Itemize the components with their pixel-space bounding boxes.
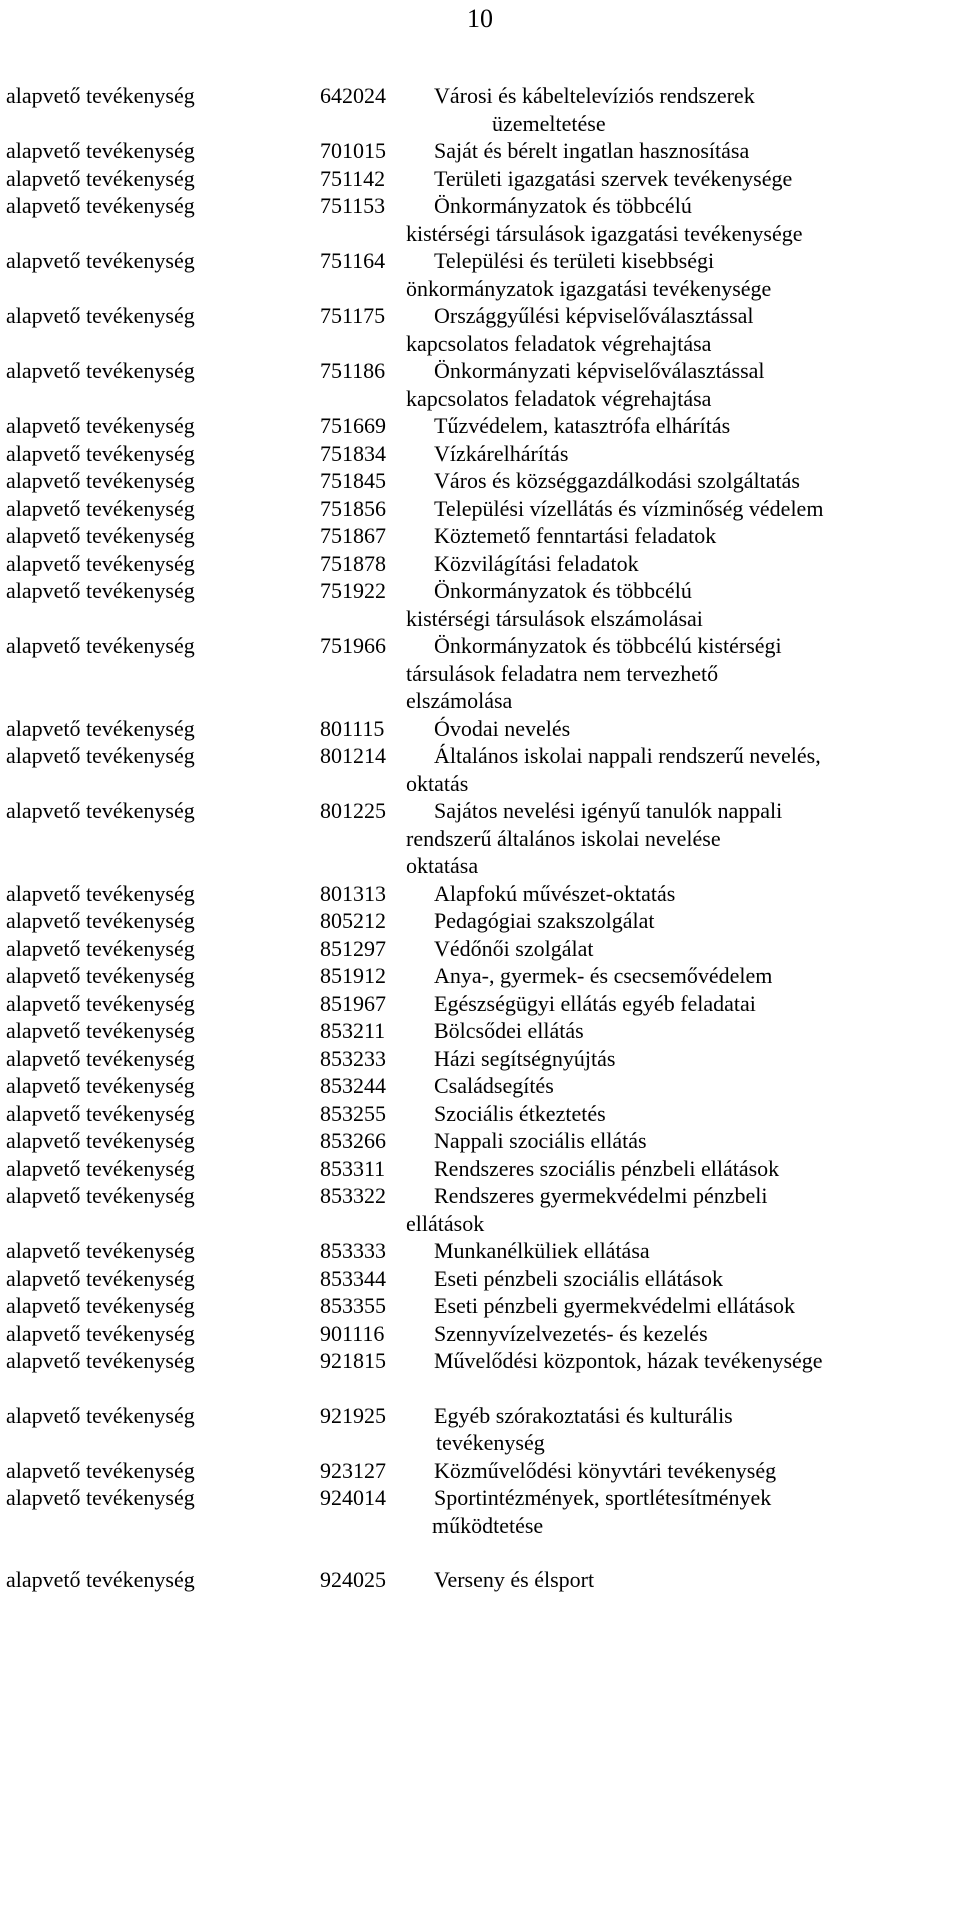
list-item: [6, 522, 956, 550]
activity-code: 921815: [320, 1348, 386, 1373]
activity-code: 751966: [320, 633, 386, 658]
activity-type: alapvető tevékenység: [6, 1485, 195, 1510]
activity-code: 751669: [320, 413, 386, 438]
list-item: [6, 962, 956, 990]
description-line: Közművelődési könyvtári tevékenység: [434, 1457, 777, 1483]
activity-description: [434, 1265, 956, 1293]
description-line: Verseny és élsport: [434, 1567, 595, 1592]
description-line: Települési és területi kisebbségi: [434, 248, 715, 273]
description-line: Országgyűlési képviselőválasztással: [434, 303, 754, 328]
activity-code: 805212: [320, 908, 386, 933]
list-item: [6, 1072, 956, 1100]
description-line: önkormányzatok igazgatási tevékenysége: [406, 275, 772, 301]
list-item: [6, 247, 956, 302]
activity-type: alapvető tevékenység: [6, 1100, 195, 1126]
list-item: [6, 715, 956, 743]
description-line: Védőnői szolgálat: [434, 935, 594, 961]
description-line: Városi és kábeltelevíziós rendszerek: [434, 83, 755, 108]
description-line: Tűzvédelem, katasztrófa elhárítás: [434, 413, 731, 438]
activity-code: 642024: [320, 83, 386, 108]
activity-type: alapvető tevékenység: [6, 1045, 195, 1071]
list-item: [6, 357, 956, 412]
list-item: [6, 165, 956, 193]
activity-type: alapvető tevékenység: [6, 495, 195, 521]
activity-type: alapvető tevékenység: [6, 1567, 195, 1592]
description-line: Eseti pénzbeli szociális ellátások: [434, 1265, 723, 1291]
activity-description: [434, 440, 956, 468]
list-item: [6, 82, 956, 137]
activity-description: [434, 1045, 956, 1073]
description-line: Saját és bérelt ingatlan hasznosítása: [434, 138, 750, 163]
activity-code: 853255: [320, 1100, 386, 1126]
description-line: Közvilágítási feladatok: [434, 550, 639, 576]
activity-type: alapvető tevékenység: [6, 908, 195, 933]
activity-code: 851912: [320, 963, 386, 988]
activity-description: [434, 880, 956, 908]
activity-type: alapvető tevékenység: [6, 963, 195, 988]
activity-type: alapvető tevékenység: [6, 1155, 195, 1181]
activity-code: 853211: [320, 1018, 386, 1043]
list-item: [6, 1017, 956, 1045]
activity-code: 751834: [320, 440, 386, 466]
activity-code: 924014: [320, 1485, 386, 1510]
list-item: [6, 137, 956, 165]
list-item: [6, 742, 956, 797]
activity-type: alapvető tevékenység: [6, 880, 195, 906]
activity-description: [434, 137, 956, 165]
list-item: [6, 935, 956, 963]
description-line: Vízkárelhárítás: [434, 440, 569, 466]
activity-description: [434, 495, 956, 523]
list-item: [6, 1292, 956, 1320]
list-item: [6, 1265, 956, 1293]
activity-type: alapvető tevékenység: [6, 1183, 195, 1208]
activity-code: 851967: [320, 990, 386, 1016]
description-line: Köztemető fenntartási feladatok: [434, 523, 717, 548]
activity-type: alapvető tevékenység: [6, 578, 195, 603]
activity-code: 751142: [320, 165, 386, 191]
description-line: oktatása: [406, 853, 479, 878]
activity-description: [434, 1347, 956, 1375]
activity-code: 751175: [320, 303, 386, 328]
description-line: tevékenység: [436, 1430, 545, 1455]
description-line: Nappali szociális ellátás: [434, 1128, 647, 1153]
list-item: [6, 550, 956, 578]
list-item: [6, 1347, 956, 1375]
activity-type: alapvető tevékenység: [6, 1265, 195, 1291]
activity-description: [434, 907, 956, 935]
activity-code: 751856: [320, 495, 386, 521]
activity-code: 853322: [320, 1183, 386, 1208]
list-item: [6, 412, 956, 440]
description-line: kapcsolatos feladatok végrehajtása: [406, 385, 712, 411]
activity-type: alapvető tevékenység: [6, 715, 195, 741]
description-line: Anya-, gyermek- és csecsemővédelem: [434, 963, 773, 988]
activity-type: alapvető tevékenység: [6, 1457, 195, 1483]
activity-code: 801214: [320, 743, 386, 768]
activity-description: [434, 1155, 956, 1183]
activity-description: [434, 165, 956, 193]
list-item: [6, 907, 956, 935]
description-line: Bölcsődei ellátás: [434, 1018, 584, 1043]
activity-code: 923127: [320, 1457, 386, 1483]
description-line: Munkanélküliek ellátása: [434, 1238, 650, 1263]
description-line: oktatás: [406, 770, 469, 796]
description-line: kistérségi társulások elszámolásai: [406, 605, 703, 631]
activity-type: alapvető tevékenység: [6, 1128, 195, 1153]
activity-code: 751878: [320, 550, 386, 576]
activity-type: alapvető tevékenység: [6, 193, 195, 218]
activity-code: 801225: [320, 798, 386, 823]
list-item: [6, 632, 956, 715]
description-line: elszámolása: [406, 688, 513, 713]
list-item: [6, 467, 956, 495]
description-line: Szennyvízelvezetés- és kezelés: [434, 1320, 708, 1346]
list-item: [6, 1320, 956, 1348]
activity-description: [406, 632, 956, 715]
description-line: Sportintézmények, sportlétesítmények: [434, 1485, 772, 1510]
description-line: Sajátos nevelési igényű tanulók nappali: [434, 798, 783, 823]
activity-code: 801115: [320, 715, 385, 741]
description-line: Alapfokú művészet-oktatás: [434, 880, 676, 906]
activity-type: alapvető tevékenység: [6, 523, 195, 548]
activity-code: 751164: [320, 248, 386, 273]
activity-code: 701015: [320, 138, 386, 163]
activity-description: [406, 742, 956, 797]
activity-type: alapvető tevékenység: [6, 1293, 195, 1318]
description-line: Önkormányzatok és többcélú kistérségi: [434, 633, 782, 658]
activity-description: [434, 1402, 956, 1457]
activity-type: alapvető tevékenység: [6, 798, 195, 823]
activity-description: [434, 1017, 956, 1045]
description-line: Családsegítés: [434, 1073, 554, 1098]
list-item: [6, 440, 956, 468]
activity-code: 924025: [320, 1567, 386, 1592]
activity-code: 921925: [320, 1402, 386, 1428]
description-line: kapcsolatos feladatok végrehajtása: [406, 330, 712, 356]
list-item: [6, 1566, 956, 1594]
description-line: Házi segítségnyújtás: [434, 1045, 616, 1071]
activity-description: [434, 1566, 956, 1594]
activity-type: alapvető tevékenység: [6, 248, 195, 273]
activity-code: 853344: [320, 1265, 386, 1291]
description-line: ellátások: [406, 1210, 485, 1236]
activity-code: 751922: [320, 578, 386, 603]
activity-type: alapvető tevékenység: [6, 1402, 195, 1428]
activity-description: [434, 550, 956, 578]
activity-description: [434, 1292, 956, 1320]
list-item: [6, 797, 956, 880]
activity-description: [434, 935, 956, 963]
list-item: [6, 990, 956, 1018]
description-line: Rendszeres gyermekvédelmi pénzbeli: [434, 1183, 768, 1208]
list-item: [6, 577, 956, 632]
description-line: Szociális étkeztetés: [434, 1100, 606, 1126]
description-line: Rendszeres szociális pénzbeli ellátások: [434, 1155, 780, 1181]
activity-type: alapvető tevékenység: [6, 413, 195, 438]
description-line: társulások feladatra nem tervezhető: [406, 660, 719, 686]
activity-type: alapvető tevékenység: [6, 935, 195, 961]
list-item: [6, 1457, 956, 1485]
list-item: [6, 1402, 956, 1457]
activity-description: [434, 1072, 956, 1100]
activity-list: [6, 82, 956, 1594]
page-number: 10: [467, 4, 493, 33]
description-line: Önkormányzati képviselőválasztással: [434, 358, 765, 383]
activity-description: [434, 1457, 956, 1485]
activity-description: [406, 1182, 956, 1237]
activity-type: alapvető tevékenység: [6, 1320, 195, 1346]
description-line: Eseti pénzbeli gyermekvédelmi ellátások: [434, 1293, 796, 1318]
activity-code: 851297: [320, 935, 386, 961]
activity-type: alapvető tevékenység: [6, 165, 195, 191]
activity-type: alapvető tevékenység: [6, 1238, 195, 1263]
description-line: Óvodai nevelés: [434, 715, 571, 741]
activity-type: alapvető tevékenység: [6, 990, 195, 1016]
activity-description: [406, 357, 956, 412]
activity-code: 853266: [320, 1128, 386, 1153]
activity-type: alapvető tevékenység: [6, 468, 195, 493]
activity-type: alapvető tevékenység: [6, 1348, 195, 1373]
list-item: [6, 192, 956, 247]
activity-description: [434, 467, 956, 495]
activity-description: [434, 1484, 956, 1539]
activity-type: alapvető tevékenység: [6, 138, 195, 163]
list-item: [6, 1155, 956, 1183]
description-line: Pedagógiai szakszolgálat: [434, 908, 655, 933]
activity-code: 901116: [320, 1320, 385, 1346]
activity-type: alapvető tevékenység: [6, 358, 195, 383]
list-item: [6, 1127, 956, 1155]
description-line: Területi igazgatási szervek tevékenysége: [434, 165, 793, 191]
activity-code: 751845: [320, 468, 386, 493]
activity-type: alapvető tevékenység: [6, 303, 195, 328]
list-item: [6, 1100, 956, 1128]
activity-description: [434, 1237, 956, 1265]
activity-type: alapvető tevékenység: [6, 743, 195, 768]
description-line: Általános iskolai nappali rendszerű nevelés,: [434, 743, 821, 768]
activity-description: [406, 302, 956, 357]
activity-type: alapvető tevékenység: [6, 633, 195, 658]
activity-description: [406, 577, 956, 632]
description-line: működtetése: [432, 1512, 544, 1538]
activity-type: alapvető tevékenység: [6, 83, 195, 108]
list-item: [6, 302, 956, 357]
activity-code: 801313: [320, 880, 386, 906]
list-item: [6, 1237, 956, 1265]
activity-code: 853244: [320, 1073, 386, 1098]
description-line: Önkormányzatok és többcélú: [434, 193, 692, 218]
activity-description: [434, 990, 956, 1018]
description-line: Művelődési központok, házak tevékenysége: [434, 1348, 823, 1373]
description-line: Települési vízellátás és vízminőség védelem: [434, 495, 824, 521]
activity-code: 853333: [320, 1238, 386, 1263]
activity-code: 853355: [320, 1293, 386, 1318]
activity-description: [406, 797, 956, 880]
activity-code: 853311: [320, 1155, 386, 1181]
list-item: [6, 1045, 956, 1073]
activity-description: [434, 1100, 956, 1128]
activity-description: [434, 522, 956, 550]
activity-description: [434, 1127, 956, 1155]
description-line: Város és községgazdálkodási szolgáltatás: [434, 468, 800, 493]
activity-description: [434, 715, 956, 743]
activity-description: [406, 192, 956, 247]
activity-type: alapvető tevékenység: [6, 440, 195, 466]
description-line: kistérségi társulások igazgatási tevékenysége: [406, 220, 803, 246]
activity-type: alapvető tevékenység: [6, 1073, 195, 1098]
description-line: Egészségügyi ellátás egyéb feladatai: [434, 990, 756, 1016]
activity-description: [406, 247, 956, 302]
activity-description: [434, 82, 956, 137]
activity-code: 853233: [320, 1045, 386, 1071]
description-line: Egyéb szórakoztatási és kulturális: [434, 1402, 733, 1428]
activity-type: alapvető tevékenység: [6, 550, 195, 576]
list-item: [6, 880, 956, 908]
list-item: [6, 1484, 956, 1539]
activity-description: [434, 1320, 956, 1348]
activity-type: alapvető tevékenység: [6, 1018, 195, 1043]
activity-description: [434, 962, 956, 990]
description-line: rendszerű általános iskolai nevelése: [406, 825, 721, 851]
activity-code: 751186: [320, 358, 386, 383]
activity-code: 751153: [320, 193, 386, 218]
activity-description: [434, 412, 956, 440]
list-item: [6, 495, 956, 523]
activity-code: 751867: [320, 523, 386, 548]
list-item: [6, 1182, 956, 1237]
description-line: üzemeltetése: [492, 110, 606, 136]
description-line: Önkormányzatok és többcélú: [434, 578, 692, 603]
